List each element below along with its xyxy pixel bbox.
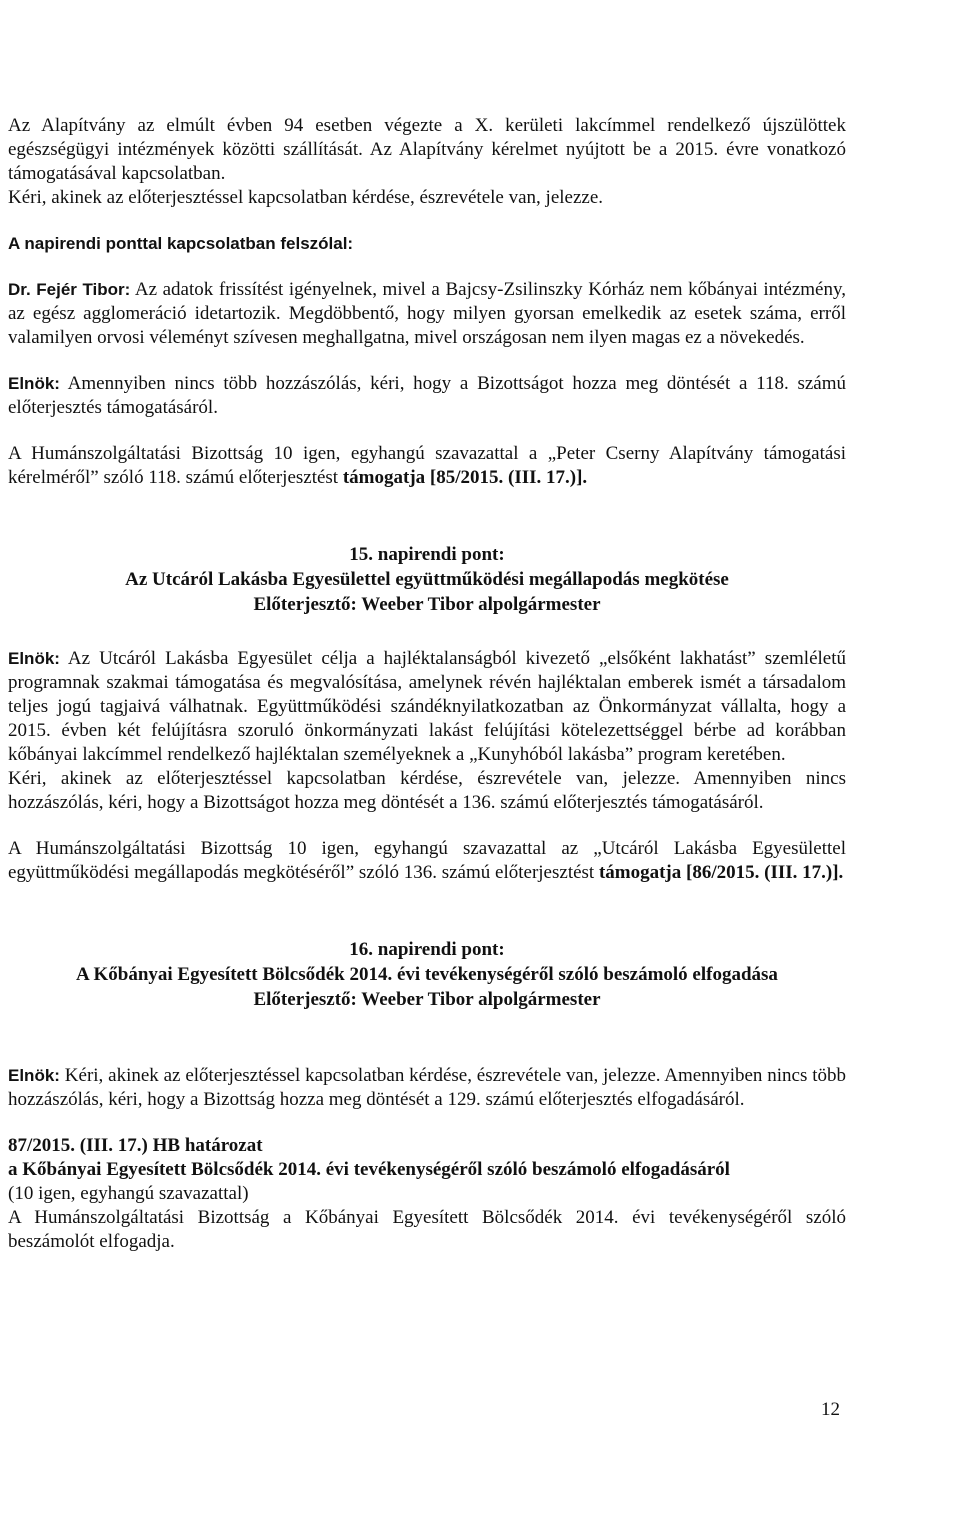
- fejer-comment: [8, 278, 846, 350]
- intro-request: Kéri, akinek az előterjesztéssel kapcsolatban kérdése, észrevétele van, jelezze.: [8, 187, 604, 208]
- agenda-item-15-presenter: Előterjesztő: Weeber Tibor alpolgármester: [253, 594, 601, 615]
- chair-statement-1: [8, 372, 846, 420]
- decision-result: támogatja [86/2015. (III. 17.)].: [598, 862, 844, 883]
- decision-2: [8, 837, 846, 885]
- decision-text: A Humánszolgáltatási Bizottság 10 igen, egyhangú szavazattal az „Utcáról Lakásba Egyesülettel együttműködési megállapodás megkötéséről” szóló 136. számú előterjesztést: [8, 838, 846, 883]
- resolution-number: 87/2015. (III. 17.) HB határozat: [8, 1135, 263, 1156]
- statement-text: Kéri, akinek az előterjesztéssel kapcsolatban kérdése, észrevétele van, jelezze. Amennyiben nincs több hozzászólás, kéri, hogy a Bizottság hozza meg döntését a 129. számú előterjesztés elfogadásáról.: [8, 1065, 846, 1110]
- agenda-item-16-title: A Kőbányai Egyesített Bölcsődék 2014. évi tevékenységéről szóló beszámoló elfogadása: [76, 964, 778, 985]
- statement-text: Amennyiben nincs több hozzászólás, kéri, hogy a Bizottságot hozza meg döntését a 118. számú előterjesztés támogatásáról.: [8, 373, 846, 418]
- chair-statement-2-request: Kéri, akinek az előterjesztéssel kapcsolatban kérdése, észrevétele van, jelezze. Amennyiben nincs hozzászólás, kéri, hogy a Bizottságot hozza meg döntését a 136. számú előterjesztés támogatásáról.: [8, 768, 846, 813]
- chair-statement-3: [8, 1064, 846, 1112]
- speaker-name: Elnök:: [8, 649, 60, 668]
- speaker-name: Elnök:: [8, 374, 60, 393]
- document-page: [8, 114, 846, 1254]
- agenda-item-15-number: 15. napirendi pont:: [349, 544, 505, 565]
- resolution-title: a Kőbányai Egyesített Bölcsődék 2014. évi tevékenységéről szóló beszámoló elfogadásáról: [8, 1159, 730, 1180]
- decision-result: támogatja [85/2015. (III. 17.)].: [342, 467, 588, 488]
- comment-text: Az adatok frissítést igényelnek, mivel a Bajcsy-Zsilinszky Kórház nem kőbányai intézmény, az egész agglomeráció idetartozik. Megdöbbentő, hogy milyen gyorsan emelkedik az esetek száma, erről valamilyen orvosi véleményt szívesen meghallgatna, mivel országosan nem ilyen magas ez a növekedés.: [8, 279, 846, 348]
- speaker-name: Dr. Fejér Tibor:: [8, 280, 131, 299]
- agenda-item-15-title: Az Utcáról Lakásba Egyesülettel együttműködési megállapodás megkötése: [125, 569, 729, 590]
- comments-heading: A napirendi ponttal kapcsolatban felszólal:: [8, 234, 354, 253]
- statement-text: Az Utcáról Lakásba Egyesület célja a hajléktalanságból kivezető „elsőként lakhatást” szemléletű programnak szakmai támogatása és megvalósítása, amelynek révén hajléktalan emberek ismét a társadalom teljes jogú tagjaivá válhatnak. Együttműködési szándéknyilatkozatban az Önkormányzat vállalta, hogy a 2015. évben két felújításra szoruló önkormányzati lakást felújítási kötelezettséggel bérbe ad korábban kőbányai lakcímmel rendelkező hajléktalan személyeknek a „Kunyhóból lakásba” program keretében.: [8, 648, 846, 765]
- resolution-text: A Humánszolgáltatási Bizottság a Kőbányai Egyesített Bölcsődék 2014. évi tevékenységéről szóló beszámolót elfogadja.: [8, 1207, 846, 1252]
- page-number: 12: [821, 1399, 840, 1420]
- agenda-item-16-number: 16. napirendi pont:: [349, 939, 505, 960]
- decision-text: A Humánszolgáltatási Bizottság 10 igen, egyhangú szavazattal a „Peter Cserny Alapítvány támogatási kérelméről” szóló 118. számú előterjesztést: [8, 443, 846, 488]
- decision-1: [8, 442, 846, 490]
- agenda-item-16-presenter: Előterjesztő: Weeber Tibor alpolgármester: [253, 989, 601, 1010]
- intro-paragraph: Az Alapítvány az elmúlt évben 94 esetben végezte a X. kerületi lakcímmel rendelkező újszülöttek egészségügyi intézmények közötti szállítását. Az Alapítvány kérelmet nyújtott be a 2015. évre vonatkozó támogatásával kapcsolatban.: [8, 115, 846, 184]
- speaker-name: Elnök:: [8, 1066, 60, 1085]
- resolution-vote: (10 igen, egyhangú szavazattal): [8, 1183, 249, 1204]
- chair-statement-2: [8, 647, 846, 767]
